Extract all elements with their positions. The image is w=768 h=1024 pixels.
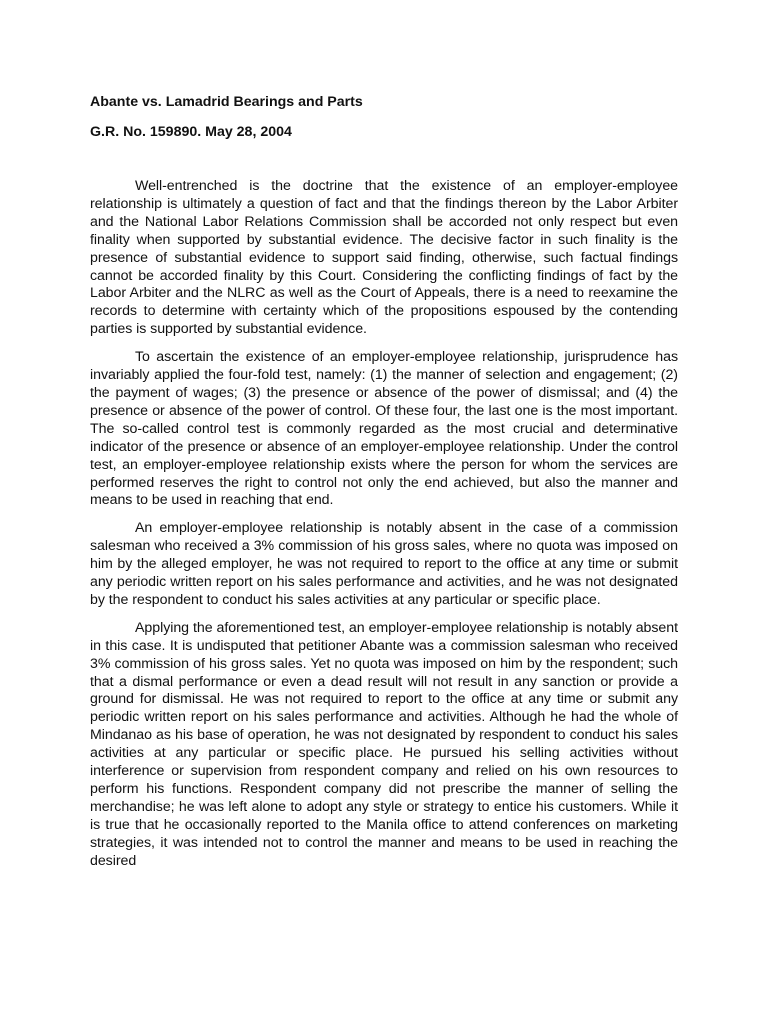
case-title: Abante vs. Lamadrid Bearings and Parts — [90, 94, 363, 110]
document-page — [90, 93, 678, 881]
paragraph-4: Applying the aforementioned test, an employer-employee relationship is notably absent in this case. It is undisputed that petitioner Abante was a commission salesman who received 3% commission of his gross sales. Yet no quota was imposed on him by the respondent; such that a dismal performance or even a dead result will not result in any sanction or provide a ground for dismissal. He was not required to report to the office at any time or submit any periodic written report on his sales performance and activities. Although he had the whole of Mindanao as his base of operation, he was not designated by respondent to conduct his sales activities at any particular or specific place. He pursued his selling activities without interference or supervision from respondent company and relied on his own resources to perform his functions. Respondent company did not prescribe the manner of selling the merchandise; he was left alone to adopt any style or strategy to entice his customers. While it is true that he occasionally reported to the Manila office to attend conferences on marketing strategies, it was intended not to control the manner and means to be used in reaching the desired — [90, 619, 678, 869]
paragraph-1: Well-entrenched is the doctrine that the existence of an employer-employee relationship is ultimately a question of fact and that the findings thereon by the Labor Arbiter and the National Labor Relations Commission shall be accorded not only respect but even finality when supported by substantial evidence. The decisive factor in such finality is the presence of substantial evidence to support said finding, otherwise, such factual findings cannot be accorded finality by this Court. Considering the conflicting findings of fact by the Labor Arbiter and the NLRC as well as the Court of Appeals, there is a need to reexamine the records to determine with certainty which of the propositions espoused by the contending parties is supported by substantial evidence. — [90, 178, 678, 338]
case-citation: G.R. No. 159890. May 28, 2004 — [90, 124, 292, 140]
paragraph-2: To ascertain the existence of an employer-employee relationship, jurisprudence has invariably applied the four-fold test, namely: (1) the manner of selection and engagement; (2) the payment of wages; (3) the presence or absence of the power of dismissal; and (4) the presence or absence of the power of control. Of these four, the last one is the most important. The so-called control test is commonly regarded as the most crucial and determinative indicator of the presence or absence of an employer-employee relationship. Under the control test, an employer-employee relationship exists where the person for whom the services are performed reserves the right to control not only the end achieved, but also the manner and means to be used in reaching that end. — [90, 349, 678, 509]
paragraph-3: An employer-employee relationship is notably absent in the case of a commission salesman who received a 3% commission of his gross sales, where no quota was imposed on him by the alleged employer, he was not required to report to the office at any time or submit any periodic written report on his sales performance and activities, and he was not designated by the respondent to conduct his sales activities at any particular or specific place. — [90, 520, 678, 608]
